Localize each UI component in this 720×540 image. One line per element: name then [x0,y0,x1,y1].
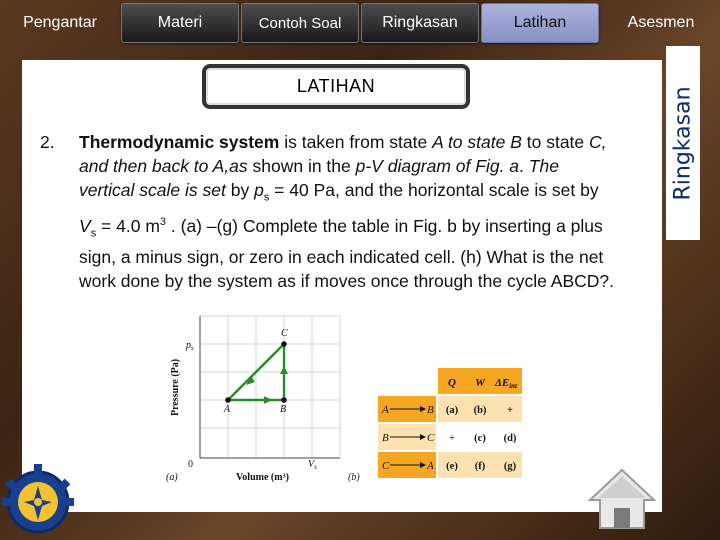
sign-table [340,360,524,482]
institution-logo-icon [2,460,74,538]
nav-latihan[interactable]: Latihan [481,3,599,43]
problem-text-italic: p [254,180,264,200]
row-ab-to: B [427,404,434,416]
problem-text: by [225,180,255,200]
problem-number: 2. [40,132,55,152]
y-axis-label: Pressure (Pa) [170,358,181,416]
side-ringkasan-tab[interactable] [666,46,700,240]
point-c-label: C [281,328,288,339]
problem-text: . (a) –(g) Complete the table in Fig. b by inserting a plus sign, a minus sign, or zero in each indicated cell. (h) What is the net work done by the system as if moves once through the cycle ABCD?. [79,215,614,291]
problem-text: = 40 Pa, and the horizontal scale is set by [269,180,599,200]
header-q: Q [448,377,456,389]
problem-text-italic: C, and then back to A,as [79,132,607,176]
problem-text: = 4.0 m [96,215,160,236]
cell-ab-w: (b) [473,405,487,416]
origin-label: 0 [188,459,193,470]
problem-text: is taken from state [279,132,433,152]
problem-text-italic: A to state B [432,132,522,152]
header-delta-e: ΔEint [494,377,518,390]
problem-text: shown in the [247,156,356,176]
fig-b-caption: (b) [348,472,360,482]
problem-text-italic: p-V diagram of Fig. a [355,156,520,176]
cell-bc-e: (d) [503,433,517,444]
row-ca-from: C [382,460,390,472]
problem-text-italic: The vertical scale is set [79,156,559,200]
problem-text: . [519,156,529,176]
page-title [202,64,470,109]
problem-text-italic: V [79,215,91,236]
row-ab-from: A [382,404,389,416]
nav-pengantar[interactable]: Pengantar [23,14,97,31]
problem-text: to state [521,132,590,152]
problem-text-sub: s [90,226,97,239]
row-bc-from: B [382,432,389,444]
row-bc-to: C [427,432,435,444]
problem-text-sup: 3 [159,215,167,228]
cell-ca-q: (e) [446,461,458,472]
pv-grid [200,316,340,458]
nav-ringkasan[interactable]: Ringkasan [361,3,479,43]
home-icon[interactable] [588,466,656,532]
cell-bc-q: + [449,433,455,444]
x-tick-vs: $V_s$ [308,459,317,471]
nav-asesmen[interactable]: Asesmen [627,14,695,31]
point-b-label: B [280,404,287,415]
fig-a-caption: (a) [166,472,178,483]
x-axis-label: Volume (m³) [236,472,289,483]
cell-bc-w: (c) [474,433,486,444]
point-a-label: A [224,404,231,415]
nav-contoh-soal[interactable]: Contoh Soal [241,3,359,43]
cell-ab-e: + [507,405,513,416]
page-title-text: LATIHAN [296,76,376,96]
cell-ca-e: (g) [503,461,517,472]
cell-ca-w: (f) [474,461,486,472]
problem-body [79,130,618,293]
row-ca-to: A [427,460,434,472]
y-tick-ps: $p_s$ [186,340,194,352]
nav-materi[interactable]: Materi [121,3,239,43]
side-ringkasan-label: Ringkasan [670,85,696,201]
pv-diagram [160,312,344,488]
header-w: W [475,377,485,389]
problem-text-sub: s [263,191,270,204]
problem-text-bold: Thermodynamic system [79,132,280,152]
top-nav [0,0,720,46]
cell-ab-q: (a) [445,405,459,416]
